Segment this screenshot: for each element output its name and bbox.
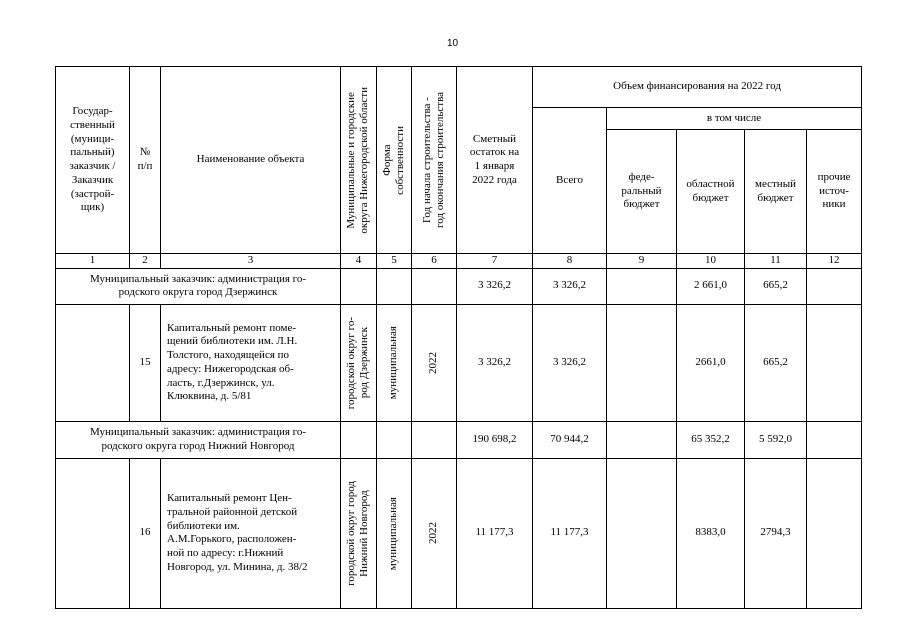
item-total: 3 326,2 [533,304,607,421]
financing-table [55,66,862,609]
item-other [807,458,862,608]
col-num-3: 3 [161,254,341,269]
col-num-9: 9 [607,254,677,269]
item-regional: 8383,0 [677,458,745,608]
item-estimate: 11 177,3 [457,458,533,608]
item-estimate: 3 326,2 [457,304,533,421]
item-total: 11 177,3 [533,458,607,608]
header-estimate: Сметный остаток на 1 января 2022 года [457,67,533,254]
item-ownership: муниципальная [377,304,412,421]
group-row [56,421,862,458]
col-num-12: 12 [807,254,862,269]
group-local: 5 592,0 [745,421,807,458]
header-financing: Объем финансирования на 2022 год [533,67,862,108]
col-num-1: 1 [56,254,130,269]
group-regional: 2 661,0 [677,268,745,304]
group-customer: Муниципальный заказчик: администрация го- родского округа город Нижний Новгород [56,421,341,458]
col-num-11: 11 [745,254,807,269]
group-other [807,268,862,304]
col-num-7: 7 [457,254,533,269]
group-other [807,421,862,458]
item-municipality: городской округ город Нижний Новгород [341,458,377,608]
group-customer: Муниципальный заказчик: администрация го- родского округа город Дзержинск [56,268,341,304]
header-ownership: Форма собственности [377,67,412,254]
header-years: Год начала строительства - год окончания строительства [412,67,457,254]
col-num-6: 6 [412,254,457,269]
col-num-10: 10 [677,254,745,269]
item-regional: 2661,0 [677,304,745,421]
header-object-name: Наименование объекта [161,67,341,254]
item-federal [607,304,677,421]
col-num-4: 4 [341,254,377,269]
col-num-8: 8 [533,254,607,269]
group-local: 665,2 [745,268,807,304]
header-other: прочие источ- ники [807,130,862,254]
header-federal: феде- ральный бюджет [607,130,677,254]
item-num: 16 [130,458,161,608]
item-year: 2022 [412,304,457,421]
page-number: 10 [446,38,459,49]
group-federal [607,268,677,304]
col-num-2: 2 [130,254,161,269]
header-including: в том числе [607,108,862,130]
item-ownership: муниципальная [377,458,412,608]
item-federal [607,458,677,608]
item-local: 665,2 [745,304,807,421]
group-estimate: 3 326,2 [457,268,533,304]
table-row [56,458,862,608]
item-other [807,304,862,421]
group-estimate: 190 698,2 [457,421,533,458]
header-regional: областной бюджет [677,130,745,254]
item-num: 15 [130,304,161,421]
item-name: Капитальный ремонт поме- щений библиотеки им. Л.Н. Толстого, находящейся по адресу: Нижегородская об- ласть, г.Дзержинск, ул. Клюквина, д. 5/81 [161,304,341,421]
col-num-5: 5 [377,254,412,269]
group-federal [607,421,677,458]
header-total: Всего [533,108,607,254]
header-num: № п/п [130,67,161,254]
item-municipality: городской округ го- род Дзержинск [341,304,377,421]
header-local: местный бюджет [745,130,807,254]
group-row [56,268,862,304]
group-regional: 65 352,2 [677,421,745,458]
item-name: Капитальный ремонт Цен- тральной районной детской библиотеки им. А.М.Горького, расположен- ной по адресу: г.Нижний Новгород, ул. Минина, д. 38/2 [161,458,341,608]
item-year: 2022 [412,458,457,608]
group-total: 70 944,2 [533,421,607,458]
group-total: 3 326,2 [533,268,607,304]
header-customer: Государ- ственный (муници- пальный) заказчик / Заказчик (застрой- щик) [56,67,130,254]
item-local: 2794,3 [745,458,807,608]
header-municipality: Муниципальные и городские округа Нижегородской области [341,67,377,254]
table-row [56,304,862,421]
